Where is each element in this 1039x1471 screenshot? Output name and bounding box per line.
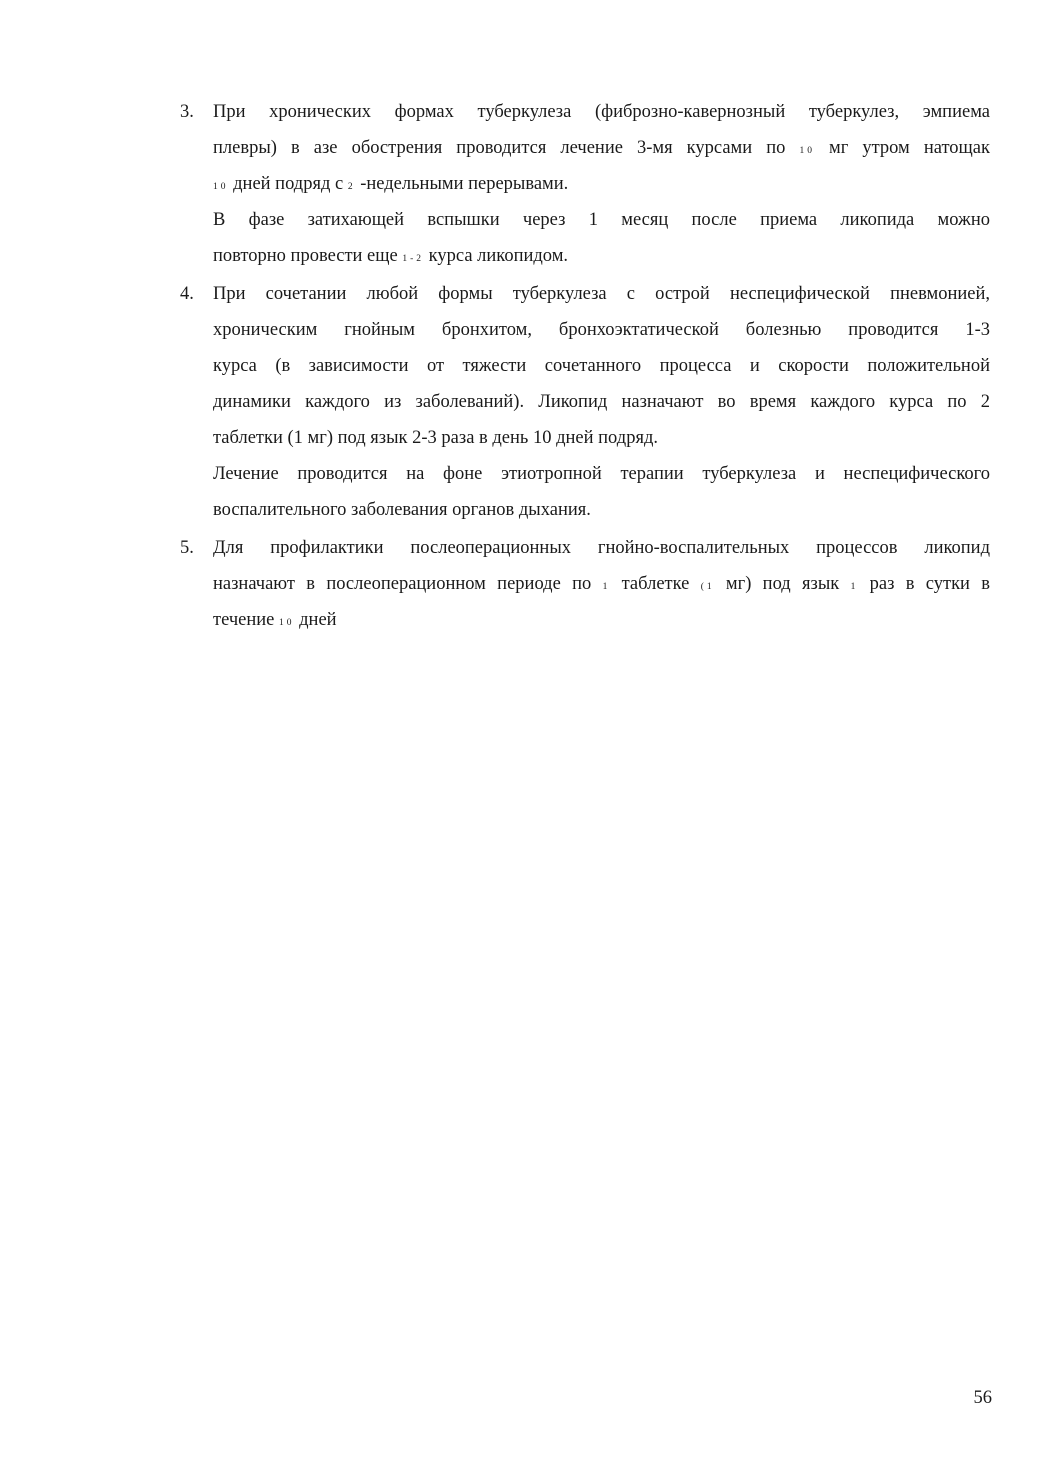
list-item-number: 5. <box>180 538 194 558</box>
small-number: 10 <box>279 618 295 628</box>
text-run: плевры) в азе обострения проводится лечение 3-мя курсами по <box>213 138 800 158</box>
text-run: назначают в послеоперационном периоде по <box>213 574 603 594</box>
text-run: курса (в зависимости от тяжести сочетанного процесса и скорости положительной <box>213 356 990 376</box>
text-run: Лечение проводится на фоне этиотропной терапии туберкулеза и неспецифического <box>213 464 990 484</box>
text-line <box>213 348 990 384</box>
list-item-number: 3. <box>180 102 194 122</box>
text-line <box>213 130 990 166</box>
text-run: При хронических формах туберкулеза (фиброзно-кавернозный туберкулез, эмпиема <box>213 102 990 122</box>
small-number: 1 <box>602 582 611 592</box>
text-line <box>213 384 990 420</box>
text-line <box>213 492 990 528</box>
text-line <box>213 312 990 348</box>
text-run: В фазе затихающей вспышки через 1 месяц после приема ликопида можно <box>213 210 990 230</box>
text-line <box>213 202 990 238</box>
text-run: воспалительного заболевания органов дыхания. <box>213 500 591 520</box>
text-run: курса ликопидом. <box>424 246 569 266</box>
text-line <box>213 602 990 638</box>
list-item-number: 4. <box>180 284 194 304</box>
text-line <box>213 94 990 130</box>
text-line <box>213 456 990 492</box>
text-run: таблетке <box>610 574 701 594</box>
text-run: мг утром натощак <box>814 138 990 158</box>
text-run: хроническим гнойным бронхитом, бронхоэктатической болезнью проводится 1-3 <box>213 320 990 340</box>
text-run: При сочетании любой формы туберкулеза с острой неспецифической пневмонией, <box>213 284 990 304</box>
text-run: мг) под язык <box>714 574 851 594</box>
text-line <box>213 166 990 202</box>
text-line <box>213 420 990 456</box>
small-number: 2 <box>347 182 356 192</box>
text-run: дней <box>294 610 337 630</box>
small-number: 1 <box>850 582 859 592</box>
text-run: течение <box>213 610 279 630</box>
text-run: динамики каждого из заболеваний). Ликопид назначают во время каждого курса по 2 <box>213 392 990 412</box>
text-line <box>213 276 990 312</box>
text-run: раз в сутки в <box>858 574 990 594</box>
text-run: Для профилактики послеоперационных гнойно-воспалительных процессов ликопид <box>213 538 990 558</box>
small-number: 10 <box>799 146 815 156</box>
text-line <box>213 566 990 602</box>
text-run: повторно провести еще <box>213 246 403 266</box>
text-run: таблетки (1 мг) под язык 2-3 раза в день 10 дней подряд. <box>213 428 658 448</box>
text-line <box>213 530 990 566</box>
text-line <box>213 238 990 274</box>
text-run: -недельными перерывами. <box>355 174 569 194</box>
small-number: (1 <box>700 582 715 592</box>
text-run: дней подряд с <box>228 174 348 194</box>
page-number: 56 <box>973 1388 992 1408</box>
small-number: 10 <box>213 182 229 192</box>
small-number: 1-2 <box>402 254 425 264</box>
